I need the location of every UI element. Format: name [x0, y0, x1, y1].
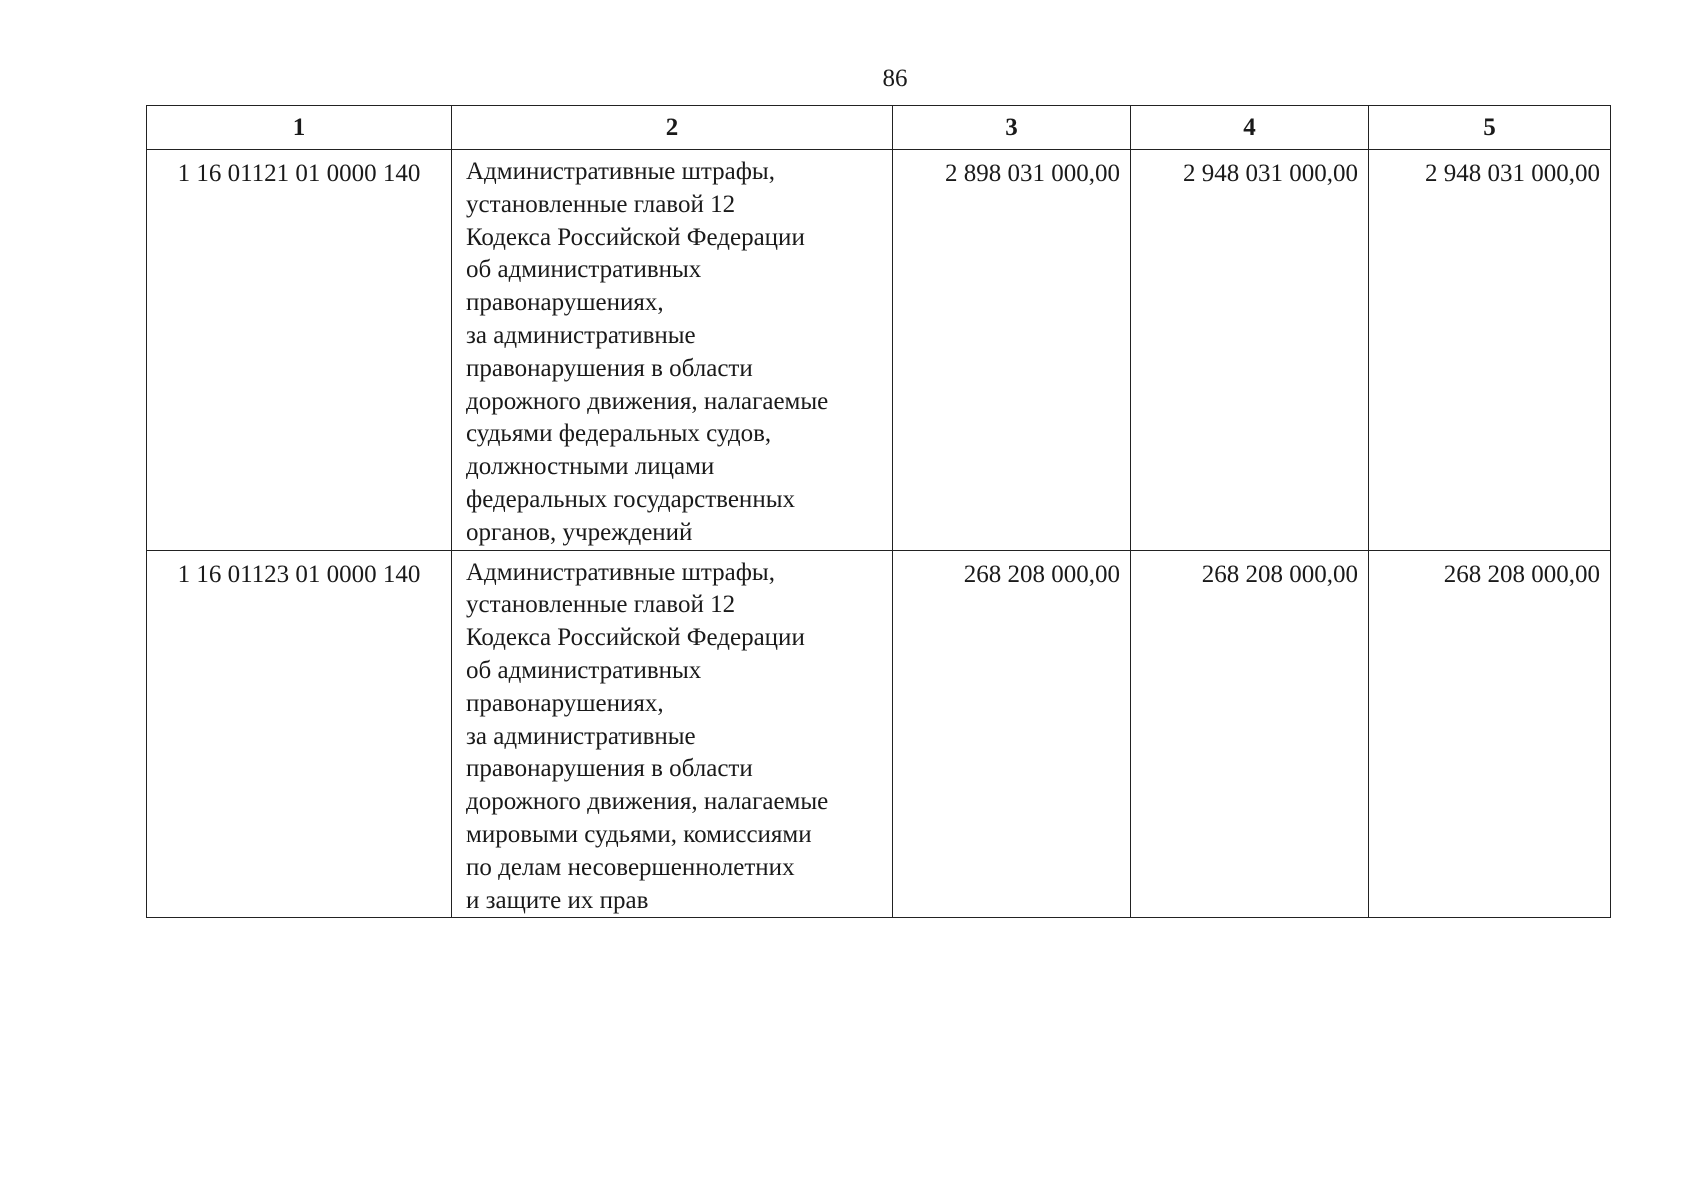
description-line: должностными лицами	[466, 453, 715, 481]
page-number: 86	[882, 65, 908, 92]
amount-cell-col3: 2 898 031 000,00	[893, 150, 1131, 551]
budget-code-cell: 1 16 01121 01 0000 140	[147, 150, 452, 551]
description-line: органов, учреждений	[466, 518, 693, 546]
description-line: Кодекса Российской Федерации	[466, 223, 805, 251]
description-cell	[452, 550, 893, 918]
amount-cell-col4: 268 208 000,00	[1131, 550, 1369, 918]
description-line: установленные главой 12	[466, 591, 736, 619]
column-header-5: 5	[1369, 106, 1611, 150]
amount-cell-col4: 2 948 031 000,00	[1131, 150, 1369, 551]
table-row	[147, 150, 1611, 551]
amount-cell-col3: 268 208 000,00	[893, 550, 1131, 918]
table-header-row	[147, 106, 1611, 150]
description-line: Административные штрафы,	[466, 158, 775, 185]
description-cell	[452, 150, 893, 551]
description-line: об административных	[466, 256, 702, 284]
budget-table	[146, 105, 1611, 918]
description-line: мировыми судьями, комиссиями	[466, 820, 812, 848]
column-header-3: 3	[893, 106, 1131, 150]
description-line: установленные главой 12	[466, 190, 736, 218]
description-line: правонарушениях,	[466, 289, 664, 317]
description-line: федеральных государственных	[466, 485, 795, 513]
description-line: правонарушения в области	[466, 354, 753, 382]
column-header-4: 4	[1131, 106, 1369, 150]
description-line: об административных	[466, 656, 702, 684]
column-header-2: 2	[452, 106, 893, 150]
description-line: Кодекса Российской Федерации	[466, 624, 805, 652]
description-line: дорожного движения, налагаемые	[466, 788, 829, 816]
description-line: за административные	[466, 722, 696, 750]
column-header-1: 1	[147, 106, 452, 150]
amount-cell-col5: 2 948 031 000,00	[1369, 150, 1611, 551]
description-line: за административные	[466, 321, 696, 349]
description-line: дорожного движения, налагаемые	[466, 387, 829, 415]
description-line: правонарушениях,	[466, 689, 664, 717]
table-row	[147, 550, 1611, 918]
description-line: правонарушения в области	[466, 755, 753, 783]
budget-code-cell: 1 16 01123 01 0000 140	[147, 550, 452, 918]
description-line: судьями федеральных судов,	[466, 420, 772, 448]
description-line: Административные штрафы,	[466, 558, 775, 586]
amount-cell-col5: 268 208 000,00	[1369, 550, 1611, 918]
description-line: по делам несовершеннолетних	[466, 853, 795, 881]
description-line: и защите их прав	[466, 886, 649, 914]
